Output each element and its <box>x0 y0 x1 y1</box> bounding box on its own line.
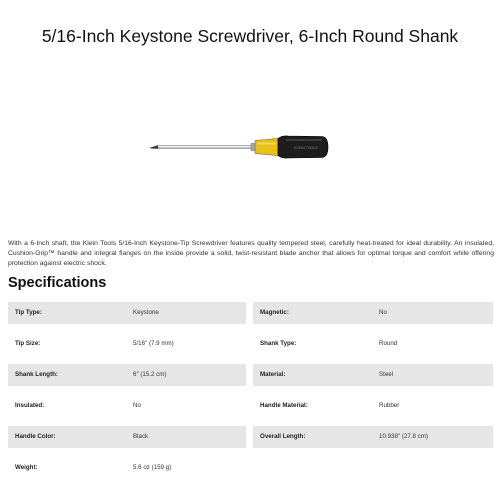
page-title: 5/16-Inch Keystone Screwdriver, 6-Inch Round Shank <box>41 26 459 46</box>
spec-label: Material: <box>260 371 286 378</box>
spec-value: No <box>133 402 141 409</box>
spec-cell-tip-size <box>8 333 246 355</box>
screwdriver-image <box>148 126 334 166</box>
spec-value: Steel <box>379 371 394 378</box>
spec-cell-shank-type <box>253 333 493 355</box>
spec-row <box>8 392 493 423</box>
spec-row <box>8 299 493 330</box>
spec-value: Black <box>133 433 149 440</box>
spec-cell-weight <box>8 457 246 479</box>
spec-cell-material <box>253 364 493 386</box>
spec-value: Keystone <box>133 309 159 316</box>
specifications-table <box>8 299 493 485</box>
spec-label: Weight: <box>15 464 38 471</box>
spec-label: Shank Length: <box>15 371 58 378</box>
spec-label: Tip Size: <box>15 340 41 347</box>
spec-value: 6" (15.2 cm) <box>133 371 167 378</box>
spec-label: Insulated: <box>15 402 45 409</box>
spec-value: 10.938" (27.8 cm) <box>379 433 428 440</box>
handle-brand-text: KLEIN TOOLS <box>294 145 318 150</box>
spec-cell-insulated <box>8 395 246 417</box>
spec-cell-handle-color <box>8 426 246 448</box>
spec-label: Handle Material: <box>260 402 308 409</box>
specifications-heading: Specifications <box>8 275 107 291</box>
spec-cell-handle-material <box>253 395 493 417</box>
product-description: With a 6-Inch shaft, the Klein Tools 5/16-Inch Keystone-Tip Screwdriver features quality tempered steel, carefully heat-treated for ideal durability. An insulated, Cushion-Grip™ handle and integral flanges on the inside provide a solid, twist-resistant blade anchor that allows for optimal torque and comfort while offering protection against electric shock. <box>8 240 494 267</box>
spec-label: Handle Color: <box>15 433 56 440</box>
spec-row <box>8 423 493 454</box>
spec-cell-shank-length <box>8 364 246 386</box>
spec-value: Round <box>379 340 398 347</box>
spec-value: Rubber <box>379 402 400 409</box>
spec-row <box>8 361 493 392</box>
spec-row <box>8 454 493 485</box>
spec-label: Overall Length: <box>260 433 306 440</box>
spec-cell-overall-length <box>253 426 493 448</box>
spec-value: No <box>379 309 387 316</box>
spec-label: Shank Type: <box>260 340 297 347</box>
spec-value: 5.6 oz (159 g) <box>133 464 172 471</box>
spec-cell-magnetic <box>253 302 493 324</box>
spec-label: Tip Type: <box>15 309 42 316</box>
spec-cell-tip-type <box>8 302 246 324</box>
spec-label: Magnetic: <box>260 309 289 316</box>
spec-row <box>8 330 493 361</box>
spec-value: 5/16" (7.9 mm) <box>133 340 174 347</box>
